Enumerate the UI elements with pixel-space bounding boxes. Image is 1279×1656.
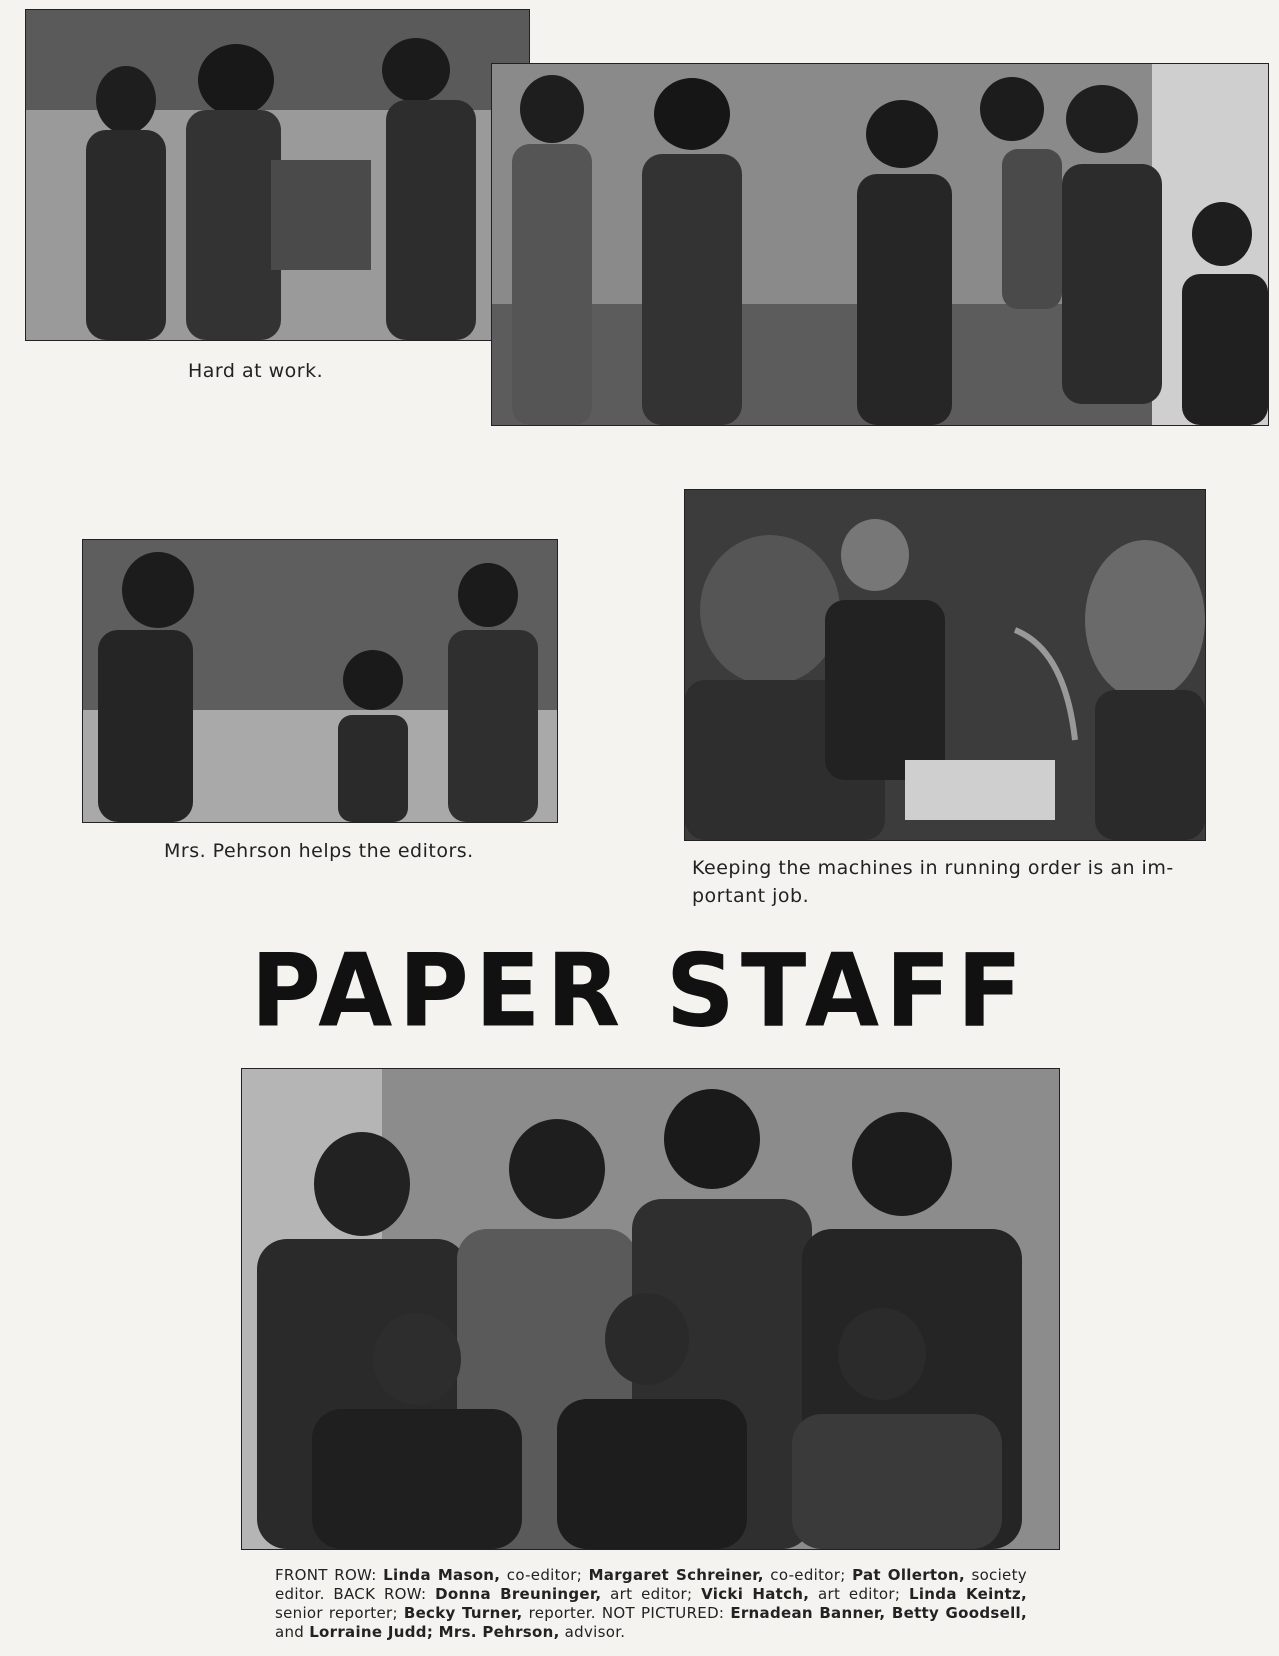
staff-role: art editor; [610,1585,693,1603]
and-word: and [275,1623,305,1641]
photo-figures [685,490,1205,840]
photo-figures [83,540,557,822]
staff-caption [275,1566,1027,1642]
staff-name: Donna Breuninger, [435,1585,602,1603]
caption-machines-line1: Keeping the machines in running order is an im- [692,857,1174,879]
staff-name: Pat Ollerton, [852,1566,965,1584]
staff-name: Becky Turner, [403,1604,523,1622]
staff-role: advisor. [564,1623,626,1641]
page-title: PAPER STAFF [250,932,1029,1050]
photo-figures [492,64,1268,425]
staff-name: Linda Keintz, [909,1585,1027,1603]
staff-name: Vicki Hatch, [701,1585,810,1603]
front-row-label: FRONT ROW: [275,1566,377,1584]
caption-hard-at-work: Hard at work. [188,360,324,382]
staff-role: senior reporter; [275,1604,398,1622]
photo-figures [242,1069,1059,1549]
staff-name: Linda Mason, [383,1566,501,1584]
photo-group [241,1068,1060,1550]
staff-name: Ernadean Banner, Betty Goodsell, [730,1604,1027,1622]
staff-role: society editor. [275,1566,1027,1603]
not-pictured-label: NOT PICTURED: [601,1604,725,1622]
staff-role: reporter. [528,1604,596,1622]
staff-name: Margaret Schreiner, [588,1566,764,1584]
staff-role: co-editor; [770,1566,846,1584]
photo-figures [26,10,529,340]
staff-name: Lorraine Judd; Mrs. Pehrson, [309,1623,560,1641]
back-row-label: BACK ROW: [333,1585,427,1603]
caption-pehrson-helps: Mrs. Pehrson helps the editors. [164,840,474,862]
photo-hard-at-work-right [491,63,1269,426]
staff-role: art editor; [818,1585,901,1603]
photo-pehrson-helps [82,539,558,823]
caption-machines-line2: portant job. [692,885,810,907]
photo-machines [684,489,1206,841]
photo-hard-at-work-left [25,9,530,341]
staff-role: co-editor; [506,1566,583,1584]
